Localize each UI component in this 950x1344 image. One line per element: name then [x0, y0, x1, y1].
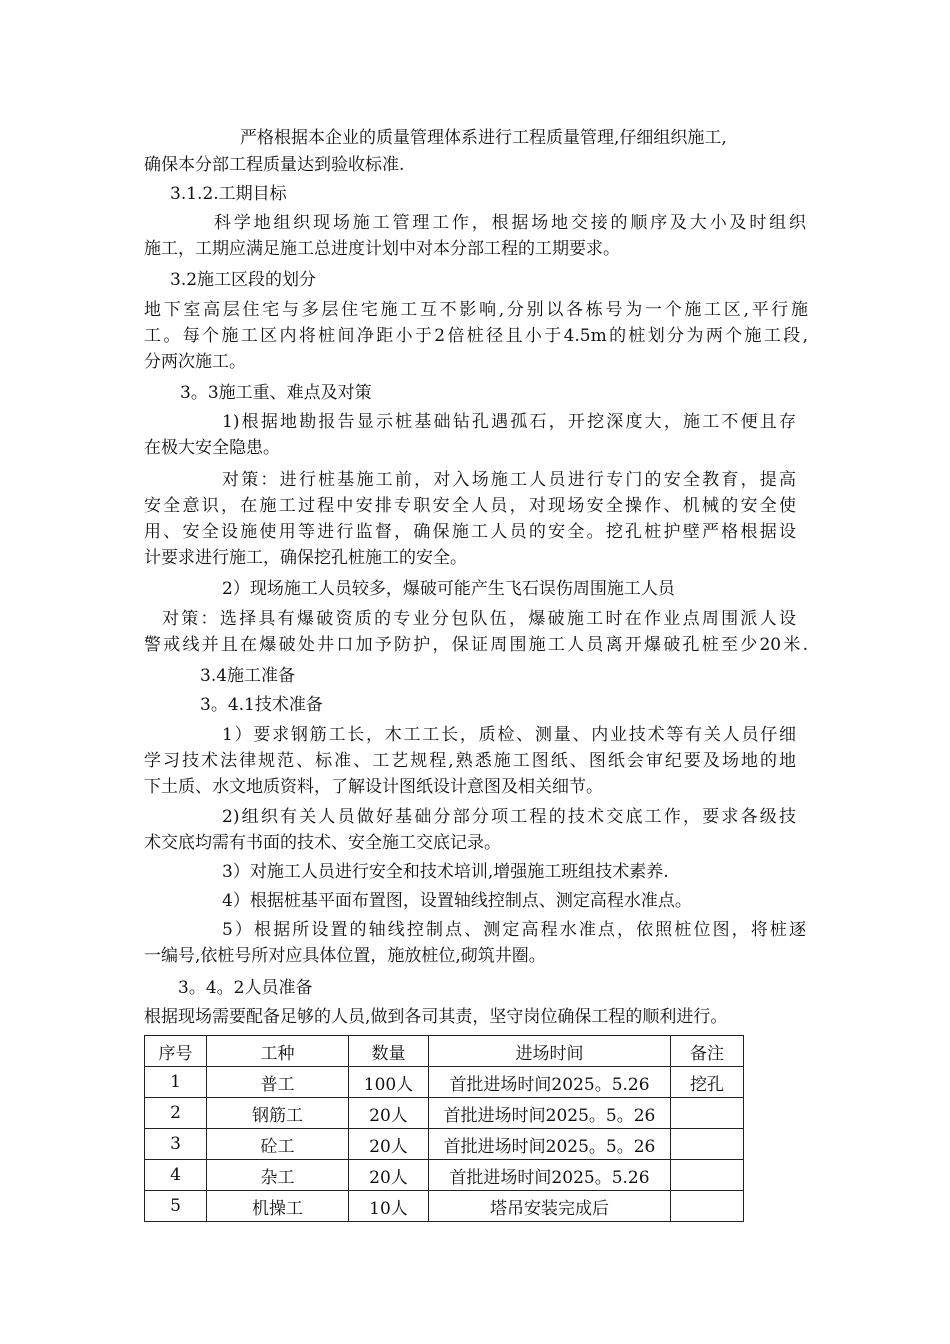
table-cell: 10人 — [349, 1191, 429, 1222]
table-cell: 机操工 — [207, 1191, 349, 1222]
paragraph-line: 3）对施工人员进行安全和技术培训,增强施工班组技术素养. — [222, 862, 669, 882]
paragraph-line: 2)组织有关人员做好基础分部分项工程的技术交底工作，要求各级技 — [222, 807, 796, 827]
table-cell: 20人 — [349, 1098, 429, 1129]
paragraph-line: 地下室高层住宅与多层住宅施工互不影响,分别以各栋号为一个施工区,平行施 — [144, 300, 808, 320]
paragraph-line: 学习技术法律规范、标准、工艺规程,熟悉施工图纸、图纸会审纪要及场地的地 — [144, 751, 796, 771]
subsection-heading: 3。4.1技术准备 — [200, 695, 323, 715]
paragraph-line: 警戒线并且在爆破处井口加予防护，保证周围施工人员离开爆破孔桩至少20米. — [144, 635, 808, 655]
table-cell: 首批进场时间2025。5。26 — [429, 1098, 671, 1129]
table-header-row — [145, 1036, 744, 1067]
paragraph-line: 严格根据本企业的质量管理体系进行工程质量管理,仔细组织施工, — [240, 128, 727, 148]
table-cell: 杂工 — [207, 1160, 349, 1191]
table-cell: 首批进场时间2025。5.26 — [429, 1067, 671, 1098]
table-header-cell: 工种 — [207, 1036, 349, 1067]
table-cell — [671, 1129, 744, 1160]
paragraph-line: 计要求进行施工，确保挖孔桩施工的安全。 — [144, 548, 467, 568]
table-header-cell: 数量 — [349, 1036, 429, 1067]
table-header-cell: 备注 — [671, 1036, 744, 1067]
table-cell: 钢筋工 — [207, 1098, 349, 1129]
section-heading: 3.2施工区段的划分 — [170, 270, 317, 290]
table-cell: 挖孔 — [671, 1067, 744, 1098]
paragraph-line: 对策：选择具有爆破资质的专业分包队伍，爆破施工时在作业点周围派人设 — [162, 609, 796, 629]
section-heading: 3.1.2.工期目标 — [170, 184, 287, 204]
table-row — [145, 1098, 744, 1129]
table-cell — [671, 1098, 744, 1129]
paragraph-line: 根据现场需要配备足够的人员,做到各司其责，坚守岗位确保工程的顺利进行。 — [144, 1007, 728, 1027]
paragraph-line: 分两次施工。 — [144, 352, 246, 372]
paragraph-line: 术交底均需有书面的技术、安全施工交底记录。 — [144, 833, 501, 853]
paragraph-line: 在极大安全隐患。 — [144, 438, 280, 458]
paragraph-line: 用、安全设施使用等进行监督，确保施工人员的安全。挖孔桩护壁严格根据设 — [144, 522, 796, 542]
table-cell: 100人 — [349, 1067, 429, 1098]
table-cell: 1 — [145, 1067, 207, 1098]
table-cell — [671, 1160, 744, 1191]
section-heading: 3.4施工准备 — [200, 666, 296, 686]
staff-table — [144, 1035, 744, 1222]
table-cell: 首批进场时间2025。5。26 — [429, 1129, 671, 1160]
table-row — [145, 1160, 744, 1191]
paragraph-line: 安全意识，在施工过程中安排专职安全人员，对现场安全操作、机械的安全使 — [144, 496, 796, 516]
paragraph-line: 确保本分部工程质量达到验收标准. — [144, 155, 405, 175]
paragraph-line: 1）要求钢筋工长，木工工长，质检、测量、内业技术等有关人员仔细 — [222, 725, 796, 745]
paragraph-line: 下土质、水文地质资料，了解设计图纸设计意图及相关细节。 — [144, 777, 603, 797]
paragraph-line: 1)根据地勘报告显示桩基础钻孔遇孤石，开挖深度大，施工不便且存 — [222, 412, 796, 432]
table-row — [145, 1129, 744, 1160]
table-cell — [671, 1191, 744, 1222]
paragraph-line: 施工，工期应满足施工总进度计划中对本分部工程的工期要求。 — [144, 239, 620, 259]
table-cell: 砼工 — [207, 1129, 349, 1160]
table-cell: 5 — [145, 1191, 207, 1222]
table-cell: 2 — [145, 1098, 207, 1129]
paragraph-line: 4）根据桩基平面布置图，设置轴线控制点、测定高程水准点。 — [222, 891, 692, 911]
subsection-heading: 3。4。2人员准备 — [178, 978, 313, 998]
paragraph-line: 一编号,依桩号所对应具体位置，施放桩位,砌筑井圈。 — [144, 946, 546, 966]
paragraph-line: 工。每个施工区内将桩间净距小于2倍桩径且小于4.5m的桩划分为两个施工段, — [144, 326, 808, 346]
table-row — [145, 1067, 744, 1098]
paragraph-line: 5）根据所设置的轴线控制点、测定高程水准点，依照桩位图，将桩逐 — [222, 920, 806, 940]
table-row — [145, 1191, 744, 1222]
section-heading: 3。3施工重、难点及对策 — [180, 383, 372, 403]
table-cell: 首批进场时间2025。5.26 — [429, 1160, 671, 1191]
table-cell: 20人 — [349, 1129, 429, 1160]
table-cell: 塔吊安装完成后 — [429, 1191, 671, 1222]
paragraph-line: 科学地组织现场施工管理工作，根据场地交接的顺序及大小及时组织 — [214, 213, 806, 233]
table-header-cell: 进场时间 — [429, 1036, 671, 1067]
table-header-cell: 序号 — [145, 1036, 207, 1067]
paragraph-line: 对策：进行桩基施工前，对入场施工人员进行专门的安全教育，提高 — [222, 470, 796, 490]
paragraph-line: 2）现场施工人员较多，爆破可能产生飞石误伤周围施工人员 — [222, 579, 675, 599]
table-cell: 3 — [145, 1129, 207, 1160]
table-cell: 普工 — [207, 1067, 349, 1098]
table-cell: 20人 — [349, 1160, 429, 1191]
table-cell: 4 — [145, 1160, 207, 1191]
